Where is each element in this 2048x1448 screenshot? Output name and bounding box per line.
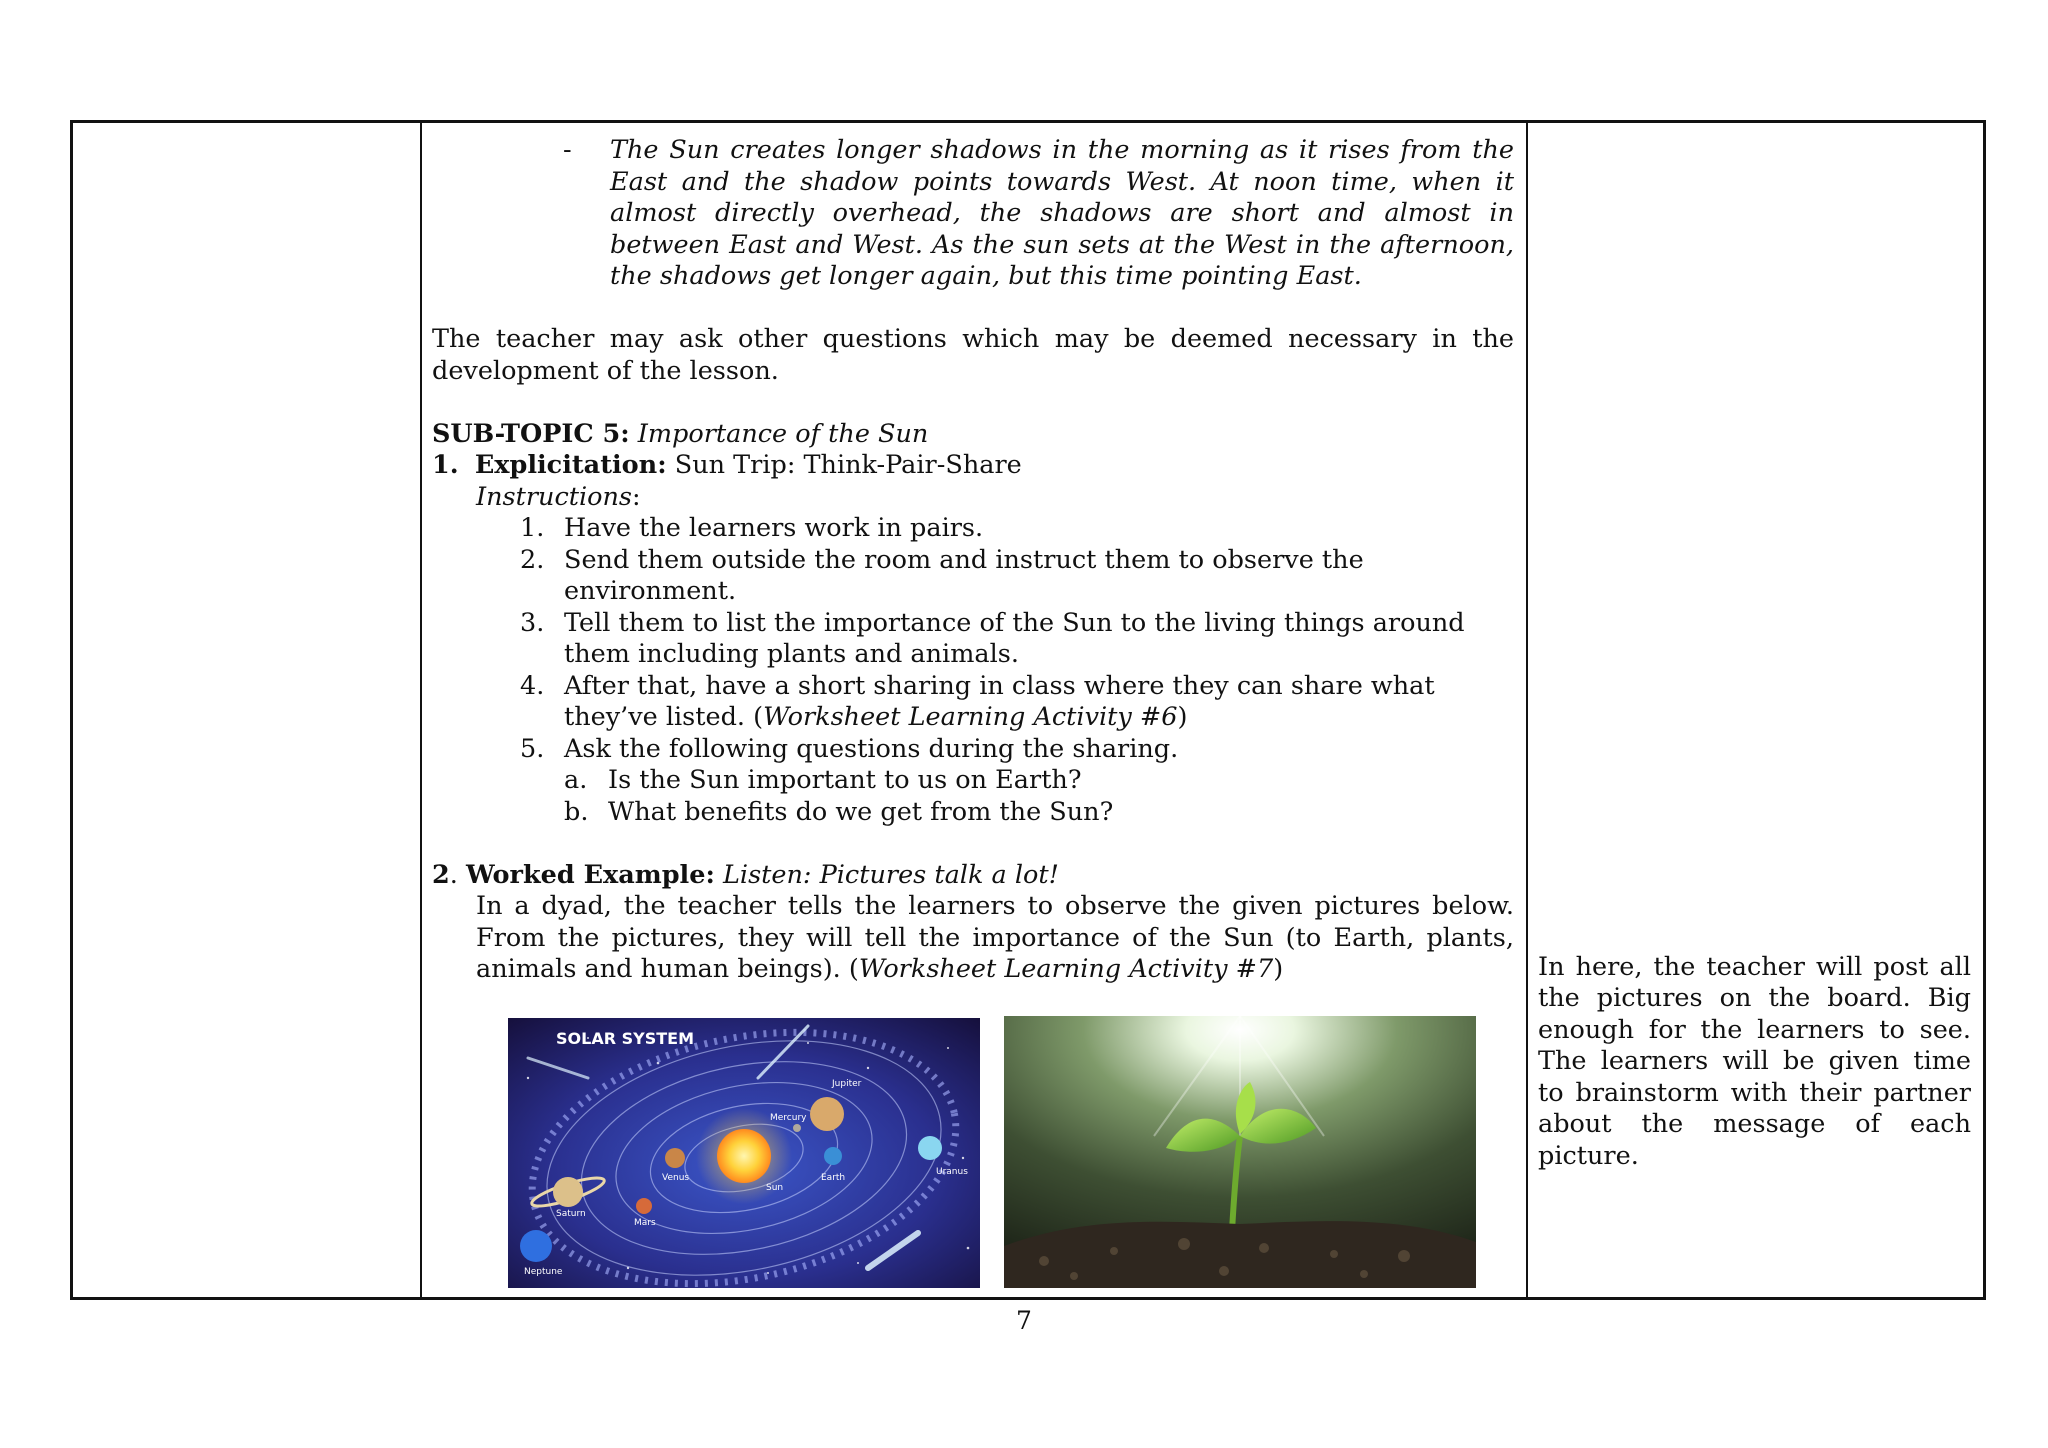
label-earth: Earth: [821, 1173, 846, 1183]
pictures-row: [508, 1016, 1508, 1288]
label-jupiter: Jupiter: [832, 1079, 862, 1089]
step-item: 4. After that, have a short sharing in class where they can share what they’ve listed. (Worksheet Learning Activity #6): [520, 670, 1435, 732]
question-item: a. Is the Sun important to us on Earth?: [564, 765, 1082, 795]
item2-label: Worked Example:: [465, 859, 715, 890]
item1-text: Sun Trip: Think-Pair-Share: [674, 450, 1022, 480]
instructions-label: Instructions:: [476, 481, 641, 512]
seedling-image: [1004, 1016, 1476, 1288]
teacher-remark: In here, the teacher will post all the pictures on the board. Big enough for the learners to see. The learners will be given time to brainstorm with their partner about the message of each picture.: [1538, 951, 1971, 1171]
solar-system-illustration: [508, 1018, 980, 1288]
shadow-bullet: [432, 135, 1514, 293]
worked-example-text: In a dyad, the teacher tells the learners to observe the given pictures below. From the pictures, they will tell the importance of the Sun (to Earth, plants, animals and human beings). (Worksheet Learning Activity #7): [476, 891, 1514, 984]
item2-title: Listen: Pictures talk a lot!: [722, 859, 1059, 890]
step-item: 2. Send them outside the room and instruct them to observe the environment.: [520, 544, 1364, 606]
page-number: 7: [1016, 1306, 1032, 1335]
item1-label: Explicitation:: [474, 450, 667, 480]
item2-num: 2: [432, 859, 450, 890]
middle-content: [432, 135, 1514, 986]
label-venus: Venus: [662, 1173, 690, 1183]
dash-marker: -: [563, 135, 572, 165]
label-saturn: Saturn: [556, 1209, 586, 1219]
subtopic-heading: [432, 419, 1514, 451]
left-column: [73, 123, 422, 1297]
solar-system-image: [508, 1018, 980, 1288]
step-item: 1. Have the learners work in pairs.: [520, 513, 984, 543]
label-uranus: Uranus: [936, 1167, 968, 1177]
worked-example-heading: 2. Worked Example: Listen: Pictures talk a lot!: [432, 859, 1059, 890]
label-mercury: Mercury: [770, 1113, 807, 1123]
teacher-note: The teacher may ask other questions which may be deemed necessary in the development of the lesson.: [432, 324, 1514, 386]
step-item: 3. Tell them to list the importance of the Sun to the living things around them including plants and animals.: [520, 607, 1465, 669]
subtopic-title: Importance of the Sun: [637, 418, 929, 449]
item1-num: 1.: [432, 450, 459, 480]
middle-column: [420, 123, 1528, 1297]
right-column: [1526, 123, 1983, 1297]
subtopic-label: SUB-TOPIC 5:: [432, 418, 630, 449]
shadow-bullet-text: The Sun creates longer shadows in the morning as it rises from the East and the shadow points towards West. At noon time, when it almost directly overhead, the shadows are short and almost in between East and West. As the sun sets at the West in the afternoon, the shadows get longer again, but this time pointing East.: [610, 135, 1514, 291]
question-item: b. What benefits do we get from the Sun?: [564, 796, 1114, 827]
label-neptune: Neptune: [524, 1267, 563, 1277]
seedling-illustration: [1004, 1016, 1476, 1288]
step-item: 5. Ask the following questions during the sharing.: [520, 733, 1179, 764]
label-sun: Sun: [766, 1183, 784, 1193]
solar-system-title: SOLAR SYSTEM: [556, 1029, 694, 1048]
label-mars: Mars: [634, 1218, 656, 1228]
explicitation-heading: [432, 450, 1514, 482]
lesson-table: [70, 120, 1986, 1300]
